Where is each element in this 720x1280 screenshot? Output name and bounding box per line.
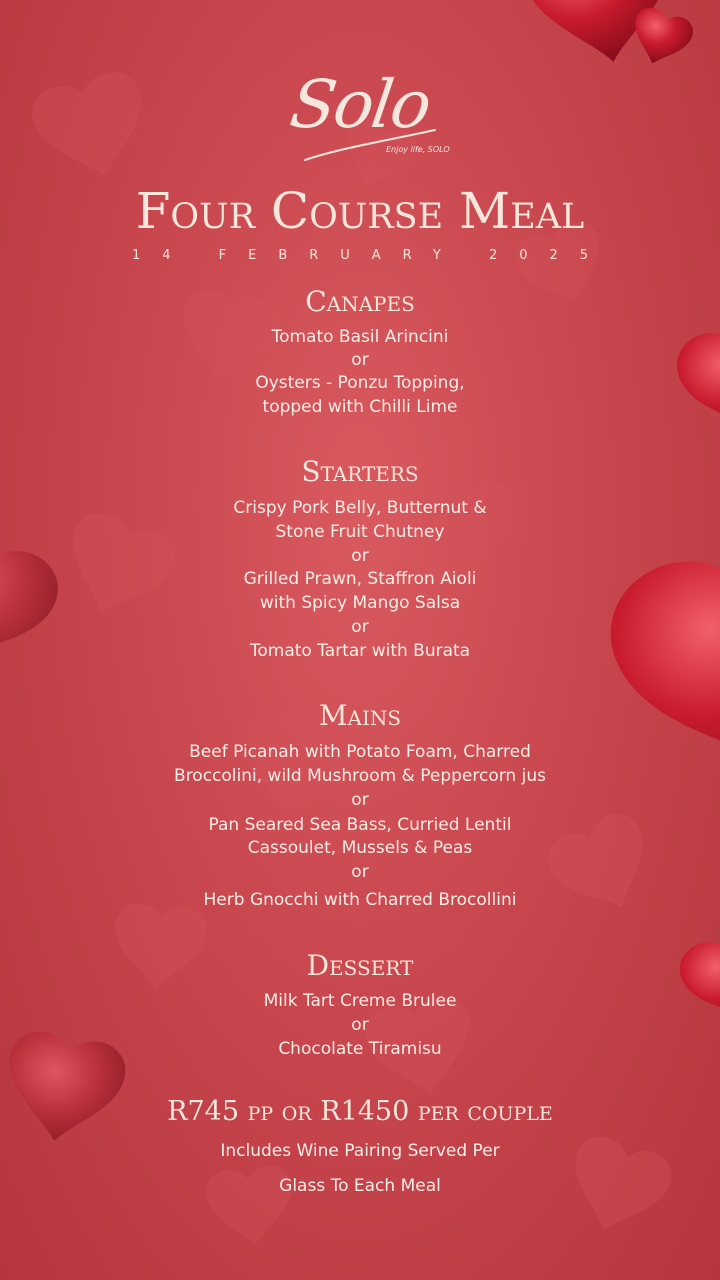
menu-line: Herb Gnocchi with Charred Brocollini xyxy=(203,890,517,910)
section-heading-mains: Mains xyxy=(318,699,402,732)
menu-line: or xyxy=(351,350,369,370)
menu-line: topped with Chilli Lime xyxy=(262,397,458,417)
menu-line: Tomato Basil Arincini xyxy=(271,327,449,347)
section-heading-starters: Starters xyxy=(301,455,419,488)
menu-line: or xyxy=(351,862,369,882)
logo-swash xyxy=(300,118,440,168)
menu-line: Broccolini, wild Mushroom & Peppercorn jus xyxy=(174,766,546,786)
heart-top-right xyxy=(518,0,697,75)
section-heading-dessert: Dessert xyxy=(306,949,414,982)
menu-line: with Spicy Mango Salsa xyxy=(259,593,461,613)
menu-line: Grilled Prawn, Staffron Aioli xyxy=(243,569,477,589)
menu-line: or xyxy=(351,617,369,637)
menu-line: or xyxy=(351,546,369,566)
menu-line: Cassoulet, Mussels & Peas xyxy=(247,838,473,858)
logo-script: Solo xyxy=(285,66,435,143)
menu-line: Tomato Tartar with Burata xyxy=(249,641,471,661)
menu-line: or xyxy=(351,790,369,810)
event-date: 14 FEBRUARY 2025 xyxy=(131,248,611,263)
menu-line: Crispy Pork Belly, Butternut & xyxy=(233,498,487,518)
page-title: Four Course Meal xyxy=(135,182,585,240)
menu-line: or xyxy=(351,1015,369,1035)
price-line: R745 pp or R1450 per couple xyxy=(167,1096,553,1127)
menu-line: Milk Tart Creme Brulee xyxy=(263,991,457,1011)
menu-line: Pan Seared Sea Bass, Curried Lentil xyxy=(208,815,512,835)
section-heading-canapes: Canapes xyxy=(305,285,415,318)
logo-tagline: Enjoy life, SOLO xyxy=(386,145,450,154)
menu-line: Oysters - Ponzu Topping, xyxy=(255,373,465,393)
price-note-line: Glass To Each Meal xyxy=(279,1176,441,1196)
menu-line: Beef Picanah with Potato Foam, Charred xyxy=(189,742,531,762)
price-note-line: Includes Wine Pairing Served Per xyxy=(220,1141,500,1161)
menu-line: Chocolate Tiramisu xyxy=(278,1039,442,1059)
menu-line: Stone Fruit Chutney xyxy=(275,522,445,542)
